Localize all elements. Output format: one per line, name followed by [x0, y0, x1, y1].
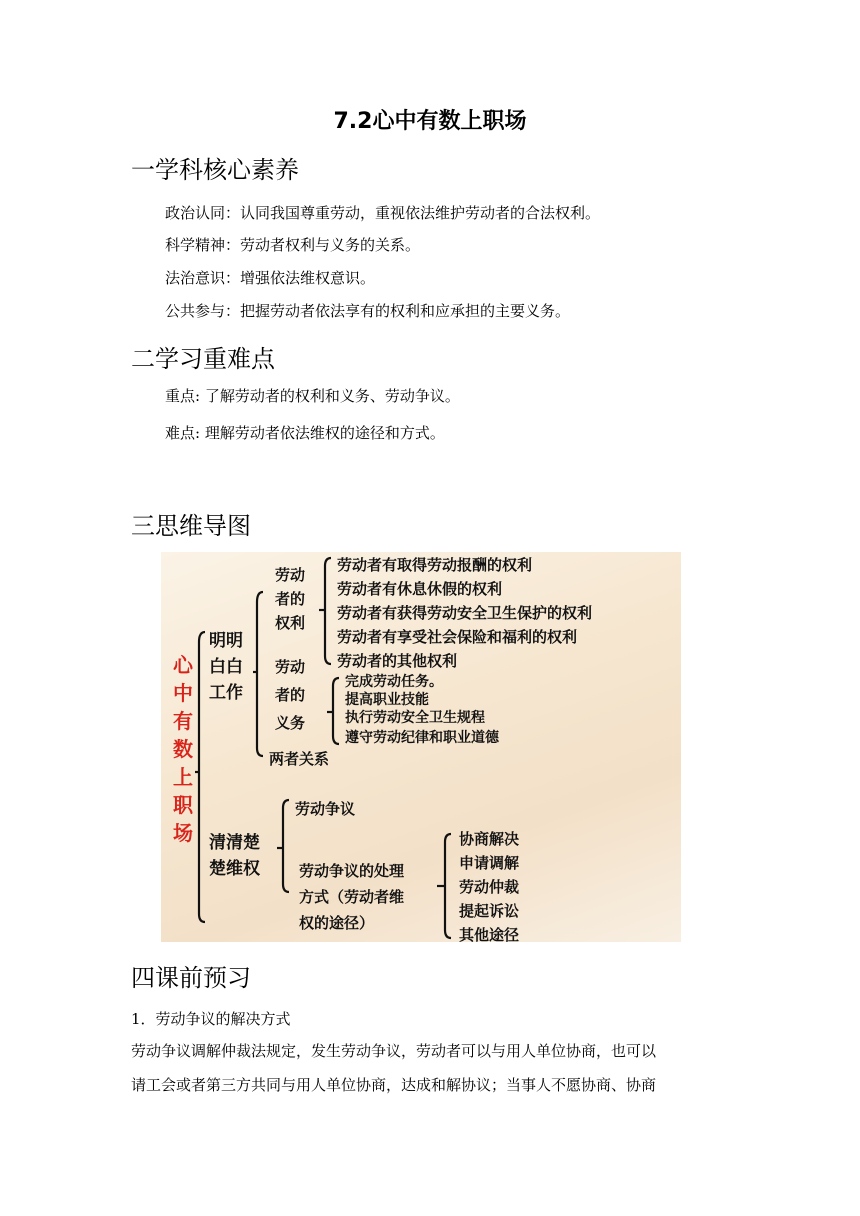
svg-text:执行劳动安全卫生规程: 执行劳动安全卫生规程: [345, 710, 485, 726]
section-heading-mind-map: 三思维导图: [131, 512, 251, 540]
mind-map-image: [161, 552, 681, 942]
root-char: 心: [173, 653, 193, 677]
svg-text:方式（劳动者维: 方式（劳动者维: [299, 888, 405, 906]
literacy-item: 政治认同：认同我国尊重劳动，重视依法维护劳动者的合法权利。: [165, 204, 601, 222]
key-point-item: 重点: 了解劳动者的权利和义务、劳动争议。: [165, 387, 460, 405]
preview-item-title: 1．劳动争议的解决方式: [131, 1010, 291, 1028]
svg-text:劳动: 劳动: [275, 566, 306, 584]
difficult-point-item: 难点: 理解劳动者依法维权的途径和方式。: [165, 424, 445, 442]
svg-text:劳动争议的处理: 劳动争议的处理: [299, 862, 405, 880]
root-char: 上: [173, 765, 193, 789]
svg-text:楚维权: 楚维权: [209, 859, 260, 879]
svg-text:劳动者有取得劳动报酬的权利: 劳动者有取得劳动报酬的权利: [337, 556, 533, 574]
root-char: 有: [173, 709, 193, 733]
root-char: 数: [173, 737, 193, 761]
relation-label: 两者关系: [269, 750, 330, 768]
svg-text:遵守劳动纪律和职业道德: 遵守劳动纪律和职业道德: [345, 730, 499, 746]
svg-text:清清楚: 清清楚: [209, 833, 260, 853]
root-char: 场: [173, 821, 193, 845]
document-title: 7.2心中有数上职场: [333, 109, 527, 134]
svg-text:劳动: 劳动: [275, 658, 306, 676]
rights-list: [337, 556, 592, 670]
svg-text:者的: 者的: [275, 590, 306, 608]
root-char: 中: [173, 681, 193, 705]
labor-dispute-label: 劳动争议: [295, 800, 356, 818]
svg-text:劳动仲裁: 劳动仲裁: [459, 878, 520, 896]
svg-text:白白: 白白: [209, 657, 243, 677]
svg-text:劳动者有享受社会保险和福利的权利: 劳动者有享受社会保险和福利的权利: [337, 628, 578, 646]
svg-text:劳动者的其他权利: 劳动者的其他权利: [337, 652, 458, 670]
branch-clear-work: [209, 631, 243, 703]
literacy-item: 科学精神：劳动者权利与义务的关系。: [165, 236, 421, 254]
svg-text:协商解决: 协商解决: [459, 830, 520, 848]
svg-text:者的: 者的: [275, 686, 306, 704]
dispute-ways-list: [459, 830, 519, 942]
preview-paragraph-line: 劳动争议调解仲裁法规定，发生劳动争议，劳动者可以与用人单位协商，也可以: [131, 1042, 657, 1060]
section-heading-preview: 四课前预习: [131, 964, 251, 992]
svg-text:义务: 义务: [275, 714, 306, 732]
svg-text:申请调解: 申请调解: [459, 854, 520, 872]
preview-paragraph-line: 请工会或者第三方共同与用人单位协商，达成和解协议；当事人不愿协商、协商: [131, 1076, 657, 1094]
svg-text:权利: 权利: [275, 614, 306, 632]
section-heading-key-points: 二学习重难点: [131, 345, 275, 373]
svg-text:提高职业技能: 提高职业技能: [345, 692, 429, 708]
literacy-item: 公共参与：把握劳动者依法享有的权利和应承担的主要义务。: [165, 302, 571, 320]
mind-map-diagram: [161, 552, 681, 942]
svg-text:完成劳动任务。: 完成劳动任务。: [345, 674, 443, 690]
dispute-handling-label: [299, 862, 405, 932]
duties-label: [275, 658, 305, 732]
root-char: 职: [173, 793, 193, 817]
literacy-item: 法治意识：增强依法维权意识。: [165, 269, 376, 287]
svg-text:明明: 明明: [209, 631, 243, 651]
mind-map-root: [173, 653, 194, 845]
svg-text:提起诉讼: 提起诉讼: [459, 902, 520, 920]
branch-clear-rights: [209, 832, 261, 879]
svg-text:权的途径）: 权的途径）: [299, 914, 375, 932]
duties-list: [345, 673, 500, 746]
svg-text:其他途径: 其他途径: [459, 926, 520, 942]
svg-text:劳动者有获得劳动安全卫生保护的权利: 劳动者有获得劳动安全卫生保护的权利: [337, 604, 593, 622]
rights-label: [275, 566, 305, 632]
section-heading-core-literacy: 一学科核心素养: [131, 156, 299, 184]
svg-text:劳动者有休息休假的权利: 劳动者有休息休假的权利: [337, 580, 503, 598]
svg-text:工作: 工作: [209, 683, 243, 703]
